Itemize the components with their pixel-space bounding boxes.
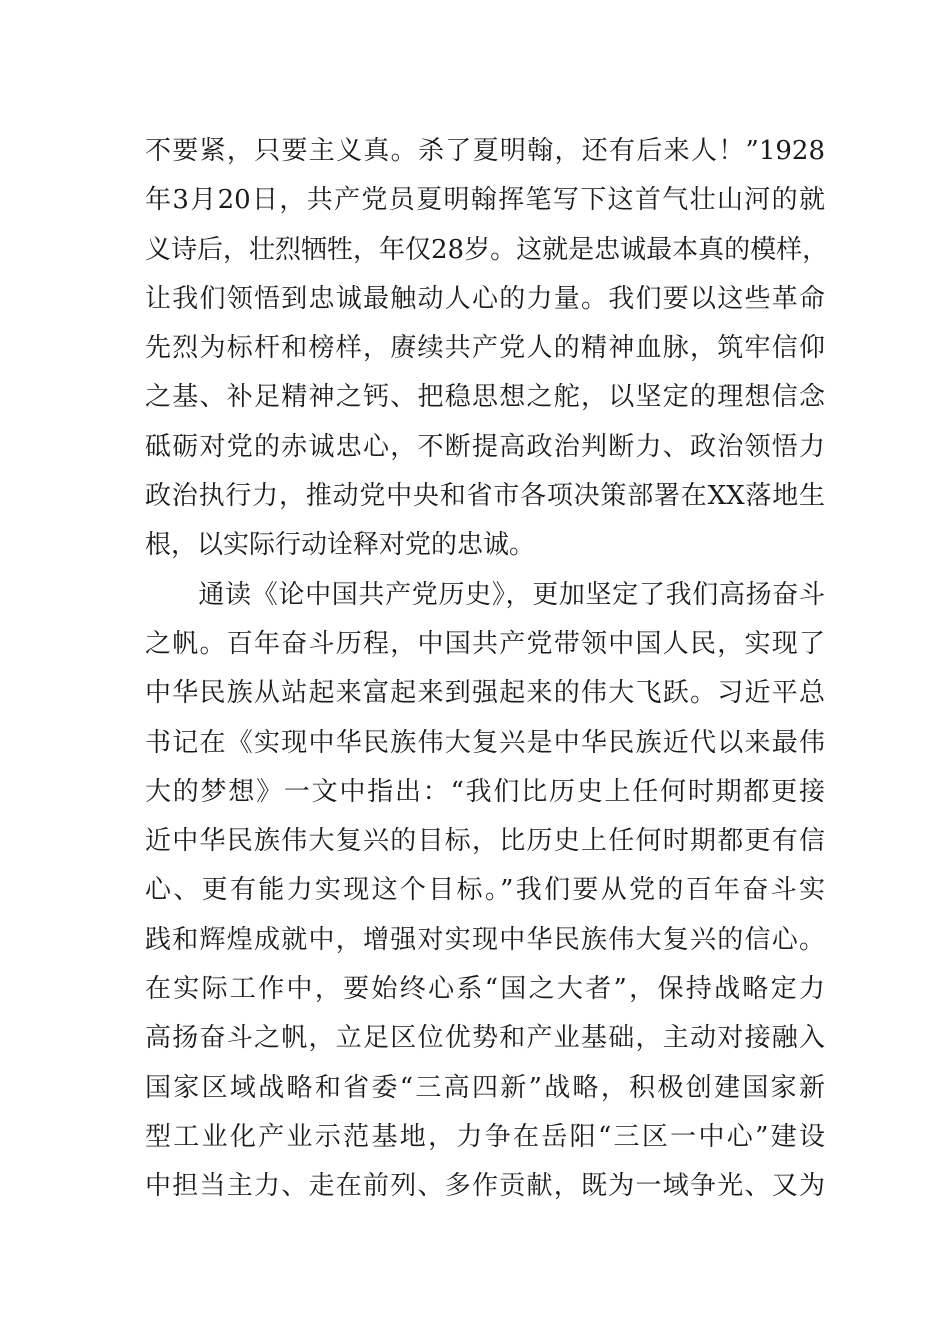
text-line: 不要紧，只要主义真。杀了夏明翰，还有后来人！”1928: [145, 136, 825, 166]
text-line: 大的梦想》一文中指出：“我们比历史上任何时期都更接: [145, 776, 825, 807]
text-line: 根，以实际行动诠释对党的忠诚。: [145, 530, 536, 561]
text-line: 义诗后，壮烈牺牲，年仅28岁。这就是忠诚最本真的模样，: [145, 234, 829, 265]
text-line: 中华民族从站起来富起来到强起来的伟大飞跃。习近平总: [145, 678, 825, 709]
text-line: 在实际工作中，要始终心系“国之大者”，保持战略定力: [145, 974, 825, 1005]
text-line: 国家区域战略和省委“三高四新”战略，积极创建国家新: [145, 1072, 825, 1103]
text-line: 书记在《实现中华民族伟大复兴是中华民族近代以来最伟: [145, 727, 825, 758]
text-line: 先烈为标杆和榜样，赓续共产党人的精神血脉，筑牢信仰: [145, 333, 825, 364]
text-line: 中担当主力、走在前列、多作贡献，既为一域争光、又为: [145, 1171, 825, 1202]
text-line: 践和辉煌成就中，增强对实现中华民族伟大复兴的信心。: [145, 924, 825, 955]
document-body: [145, 127, 829, 1212]
text-line: 心、更有能力实现这个目标。”我们要从党的百年奋斗实: [145, 875, 825, 906]
text-line: 近中华民族伟大复兴的目标，比历史上任何时期都更有信: [145, 826, 825, 857]
text-line: 通读《论中国共产党历史》，更加坚定了我们高扬奋斗: [145, 579, 825, 610]
text-line: 之帆。百年奋斗历程，中国共产党带领中国人民，实现了: [145, 628, 825, 659]
text-line: 年3月20日，共产党员夏明翰挥笔写下这首气壮山河的就: [145, 185, 825, 216]
text-line: 之基、补足精神之钙、把稳思想之舵，以坚定的理想信念: [145, 382, 825, 413]
text-line: 砥砺对党的赤诚忠心，不断提高政治判断力、政治领悟力: [145, 431, 825, 462]
text-line: 型工业化产业示范基地，力争在岳阳“三区一中心”建设: [145, 1121, 825, 1152]
text-line: 政治执行力，推动党中央和省市各项决策部署在XX落地生: [145, 481, 825, 512]
text-line: 让我们领悟到忠诚最触动人心的力量。我们要以这些革命: [145, 283, 825, 314]
text-line: 高扬奋斗之帆，立足区位优势和产业基础，主动对接融入: [145, 1023, 825, 1054]
